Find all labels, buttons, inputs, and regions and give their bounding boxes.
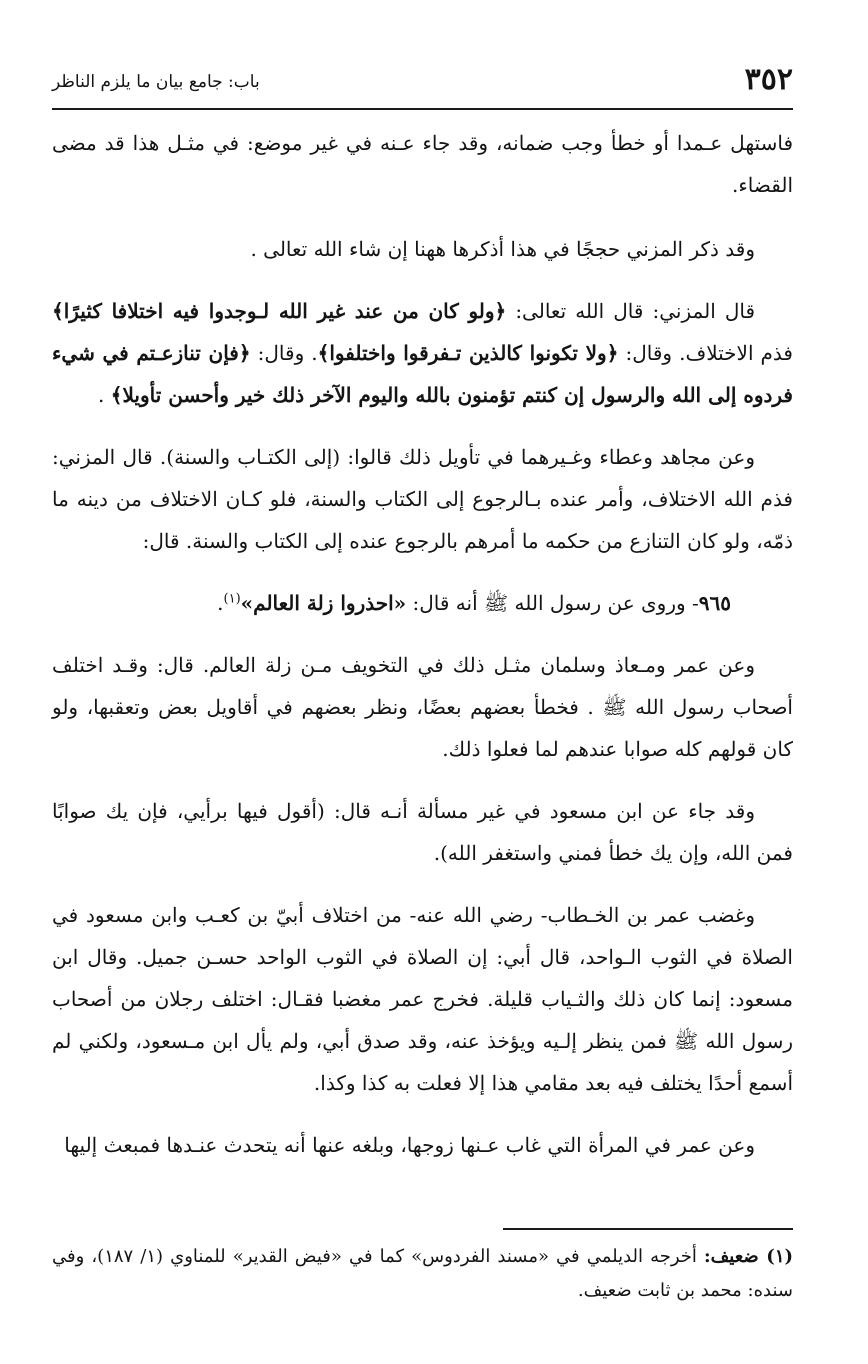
- running-title: باب: جامع بيان ما يلزم الناظر: [52, 72, 260, 92]
- paragraph-1: فاستهل عـمدا أو خطأ وجب ضمانه، وقد جاء عـنه في غير موضع: في مثـل هذا قد مضى القضاء.: [52, 131, 793, 197]
- main-text: [52, 122, 793, 1186]
- footnote-rule: [503, 1228, 793, 1230]
- paragraph-3-text-b: فذم الاختلاف. وقال:: [618, 341, 793, 365]
- paragraph-2: وقد ذكر المزني حججًا في هذا أذكرها ههنا إن شاء الله تعالى .: [250, 237, 755, 261]
- quran-quote-1: ﴿ولو كان من عند غير الله لـوجدوا فيه اختلافا كثيرًا﴾: [52, 299, 507, 323]
- header-rule: [52, 108, 793, 110]
- hadith-end: .: [217, 591, 224, 615]
- footnote: [52, 1240, 793, 1308]
- hadith-number: ٩٦٥: [698, 591, 731, 615]
- paragraph-4: وعن مجاهد وعطاء وغـيرهما في تأويل ذلك قالوا: (إلى الكتـاب والسنة). قال المزني: فذم الله الاختلاف، وأمر عنده بـالرجوع إلى الكتاب والسنة، فلو كـان الاختلاف من دينه ما ذمّه، ولو كان التنازع من حكمه ما أمرهم بالرجوع عنده إلى الكتاب والسنة. قال:: [52, 445, 793, 553]
- paragraph-7: وقد جاء عن ابن مسعود في غير مسألة أنـه قال: (أقول فيها برأيي، فإن يك صوابًا فمن الله، وإن يك خطأ فمني واستغفر الله).: [52, 799, 793, 865]
- quran-quote-2: ﴿ولا تكونوا كالذين تـفرقوا واختلفوا﴾: [317, 341, 619, 365]
- footnote-text: أخرجه الديلمي في «مسند الفردوس» كما في «فيض القدير» للمناوي (١/ ١٨٧)، وفي سنده: محمد بن ثابت ضعيف.: [52, 1246, 793, 1301]
- hadith-quote: «احذروا زلة العالم»: [240, 591, 407, 615]
- paragraph-9: وعن عمر في المرأة التي غاب عـنها زوجها، وبلغه عنها أنه يتحدث عنـدها فمبعث إليها: [64, 1133, 755, 1157]
- paragraph-3-text-c: . وقال:: [250, 341, 318, 365]
- paragraph-3-text-a: قال المزني: قال الله تعالى:: [506, 299, 756, 323]
- paragraph-8: وغضب عمر بن الخـطاب- رضي الله عنه- من اختلاف أبيّ بن كعـب وابن مسعود في الصلاة في الثوب الـواحد، قال أبي: إن الصلاة في الثوب الواحد حسـن جميل. وقال ابن مسعود: إنما كان ذلك والثـياب قليلة. فخرج عمر مغضبا فقـال: اختلف رجلان من أصحاب رسول الله ﷺ فمن ينظر إلـيه ويؤخذ عنه، وقد صدق أبي، ولم يأل ابن مـسعود، ولكني لم أسمع أحدًا يختلف فيه بعد مقامي هذا إلا فعلت به كذا وكذا.: [52, 903, 793, 1095]
- paragraph-3-text-d: .: [98, 383, 111, 407]
- hadith-965: [52, 582, 793, 624]
- quran-quote-3: ﴿فإن تنازعـتم في شيء فردوه إلى الله والرسول إن كنتم تؤمنون بالله واليوم الآخر ذلك خير وأحسن تأويلا﴾: [52, 341, 793, 407]
- footnote-reference: (١): [223, 591, 241, 607]
- paragraph-6: وعن عمر ومـعاذ وسلمان مثـل ذلك في التخويف مـن زلة العالم. قال: وقـد اختلف أصحاب رسول الله ﷺ . فخطأ بعضهم بعضًا، ونظر بعضهم في أقاويل بعض وتعقبها، ولو كان قولهم كله صوابا عندهم لما فعلوا ذلك.: [52, 653, 793, 761]
- page-number: ٣٥٢: [744, 62, 793, 97]
- footnote-mark: (١) ضعيف:: [704, 1246, 794, 1267]
- paragraph-3: [52, 290, 793, 416]
- hadith-intro: - وروى عن رسول الله ﷺ أنه قال:: [406, 591, 699, 615]
- page-header: [52, 60, 793, 104]
